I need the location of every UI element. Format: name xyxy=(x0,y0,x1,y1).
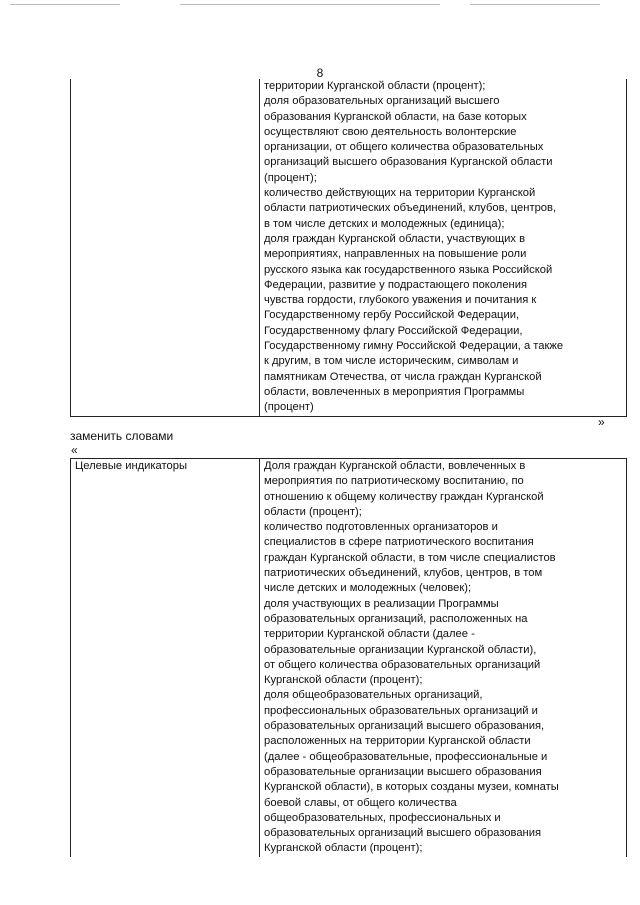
text-line: числе детских и молодежных (человек); xyxy=(264,582,472,595)
scan-artifact-line xyxy=(10,4,120,5)
text-line: территории Курганской области (процент); xyxy=(264,80,486,92)
text-line: мероприятия по патриотическому воспитанию, по xyxy=(264,475,524,488)
text-line: Государственному гербу Российской Федерации, xyxy=(264,309,520,322)
text-line: Государственному гимну Российской Федерации, а также xyxy=(264,340,564,353)
text-line: (процент) xyxy=(264,401,314,414)
text-line: русского языка как государственного языка Российской xyxy=(264,263,553,276)
text-line: Федерации, развитие у подрастающего поколения xyxy=(264,278,528,291)
text-line: отношению к общему количеству граждан Курганской xyxy=(264,490,544,503)
text-line: (далее - общеобразовательные, профессиональные и xyxy=(264,750,548,763)
page-number: 8 xyxy=(316,66,324,80)
table-top-lines xyxy=(264,79,622,416)
text-line: к другим, в том числе историческим, символам и xyxy=(264,355,519,368)
text-line: образовательных организаций, расположенных на xyxy=(264,612,528,625)
text-line: памятникам Отечества, от числа граждан Курганской xyxy=(264,370,542,383)
text-line: территории Курганской области (далее - xyxy=(264,628,475,641)
text-line: профессиональных образовательных организаций и xyxy=(264,704,538,717)
text-line: количество подготовленных организаторов и xyxy=(264,521,498,534)
text-line: образовательные организации Курганской области), xyxy=(264,643,537,656)
text-line: расположенных на территории Курганской области xyxy=(264,735,531,748)
text-line: доля участвующих в реализации Программы xyxy=(264,597,499,610)
text-line: образовательных организаций высшего образования xyxy=(264,827,542,840)
text-line: в том числе детских и молодежных (единица); xyxy=(264,217,505,230)
text-line: мероприятиях, направленных на повышение роли xyxy=(264,248,527,261)
text-line: Курганской области), в которых созданы музеи, комнаты xyxy=(264,781,559,794)
text-line: Государственному флагу Российской Федерации, xyxy=(264,324,523,337)
text-line: организации, от общего количества образовательных xyxy=(264,141,544,154)
text-line: доля общеобразовательных организаций, xyxy=(264,689,483,702)
indicators-table-new xyxy=(70,458,627,857)
text-line: патриотических объединений, клубов, центров, в том xyxy=(264,567,543,580)
text-line: доля образовательных организаций высшего xyxy=(264,95,500,108)
text-line: боевой славы, от общего количества xyxy=(264,796,457,809)
text-line: образовательных организаций высшего образования, xyxy=(264,720,545,733)
text-line: образования Курганской области, на базе которых xyxy=(264,110,527,123)
table-bottom-left-cell: Целевые индикаторы xyxy=(71,459,260,857)
text-line: граждан Курганской области, в том числе специалистов xyxy=(264,551,556,564)
opening-quote: « xyxy=(71,443,78,457)
text-line: осуществляют свою деятельность волонтерские xyxy=(264,125,517,138)
scan-artifact-line xyxy=(180,4,440,5)
text-line: количество действующих на территории Курганской xyxy=(264,187,536,200)
closing-quote: » xyxy=(598,415,605,429)
text-line: Доля граждан Курганской области, вовлеченных в xyxy=(264,460,526,472)
text-line: доля граждан Курганской области, участвующих в xyxy=(264,232,526,245)
text-line: чувства гордости, глубокого уважения и почитания к xyxy=(264,294,537,307)
text-line: от общего количества образовательных организаций xyxy=(264,658,541,671)
table-top-left-cell xyxy=(71,79,260,416)
indicators-table-old xyxy=(70,79,627,417)
text-line: области (процент); xyxy=(264,505,362,518)
text-line: области, вовлеченных в мероприятия Программы xyxy=(264,385,525,398)
text-line: Курганской области (процент); xyxy=(264,842,423,855)
text-line: организаций высшего образования Курганской области xyxy=(264,156,553,169)
text-line: Курганской области (процент); xyxy=(264,674,423,687)
text-line: общеобразовательных, профессиональных и xyxy=(264,811,501,824)
text-line: образовательные организации высшего образования xyxy=(264,765,542,778)
text-line: области патриотических объединений, клубов, центров, xyxy=(264,202,557,215)
text-line: (процент); xyxy=(264,171,317,184)
table-top-right-cell xyxy=(260,79,627,416)
scan-artifact-line xyxy=(470,4,600,5)
text-line: специалистов в сфере патриотического воспитания xyxy=(264,536,534,549)
replace-phrase: заменить словами xyxy=(70,429,174,443)
table-bottom-right-cell xyxy=(260,459,627,857)
table-bottom-lines xyxy=(264,459,622,857)
